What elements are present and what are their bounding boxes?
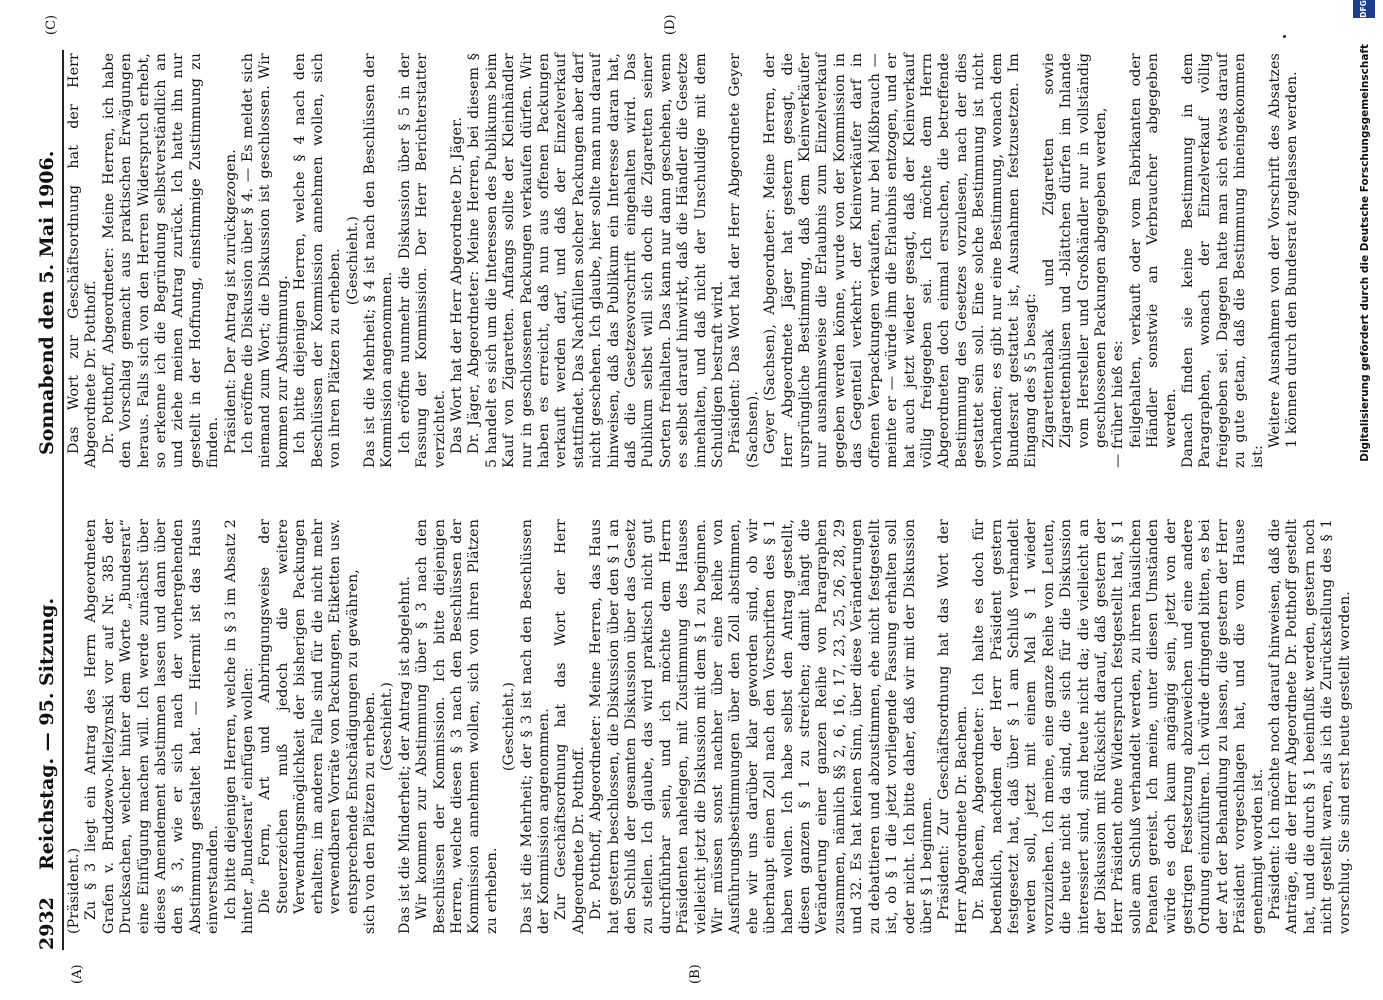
quoted-law-text: feilgehalten, verkauft oder vom Fabrikanten oder Händler sonstwie an Verbraucher abgegeben werden.: [1127, 53, 1179, 448]
scan-speck: [1283, 35, 1286, 38]
speech-paragraph: Präsident: Ich möchte noch darauf hinweisen, daß die Anträge, die der Herr Abgeordnete Dr. Potthoff gestellt hat, und die durch § 1 beeinflußt werden, gestern noch nicht gestellt waren, als ich die Zurückstellung des § 1 vorschlug. Sie sind erst heute gestellt worden.: [1267, 519, 1353, 934]
header-rule: [62, 50, 64, 950]
paragraph: Danach finden sie keine Bestimmung in dem Paragraphen, wonach der Einzelverkauf völlig freigegeben sei. Dagegen hatte man sich etwas darauf zu gute getan, daß die Bestimmung hineingekommen ist:: [1180, 53, 1266, 468]
speech-paragraph: Geyer (Sachsen), Abgeordneter: Meine Herren, der Herr Abgeordnete Jäger hat gestern gesagt, die ursprüngliche Bestimmung, daß dem Kleinverkäufer nur ausnahmsweise die Erlaubnis zum Einzelverkauf gegeben werden könne, wurde von der Kommission in das Gegenteil verkehrt: der Kleinverkäufer darf in offenen Verpackungen verkaufen, nur bei Mißbrauch — meinte er — würde ihm die Erlaubnis entzogen, und er hat auch jetzt wieder gesagt, daß der Kleinverkauf völlig freigegeben sei. Ich möchte dem Herrn Abgeordneten doch einmal ersuchen, die betreffende Bestimmung des Gesetzes vorzulesen, nach der dies gestattet sein soll. Eine solche Bestimmung ist nicht vorhanden; es gibt nur eine Bestimmung, wonach dem Bundesrat gestattet ist, Ausnahmen festzusetzen. Im Eingang des § 5 besagt:: [762, 53, 1040, 468]
quoted-law-text: Weitere Ausnahmen von der Vorschrift des Absatzes 1 können durch den Bundesrat zugelassen werden.: [1267, 53, 1301, 448]
margin-marker-c: (C): [44, 14, 59, 35]
paragraph: Ich eröffne nunmehr die Diskussion über § 5 in der Fassung der Kommission. Der Herr Berichterstatter verzichtet.: [396, 53, 448, 468]
margin-marker-d: (D): [663, 14, 678, 35]
speech-paragraph: Präsident: Das Wort hat der Herr Abgeordnete Geyer (Sachsen).: [727, 53, 761, 468]
paragraph: Ich bitte diejenigen Herren, welche in § 3 im Absatz 2 hinter „Bundesrat“ einfügen wollen:: [222, 519, 257, 934]
quoted-amendment: Die Form, Art und Anbringungsweise der Steuerzeichen muß jedoch die weitere Verwendungsmöglichkeit der bisherigen Packungen erhalten; im anderen Falle sind für die nicht mehr verwendbaren Vorräte von Packungen, Etiketten usw. entsprechende Entschädigungen zu gewähren,: [257, 519, 361, 914]
paragraph: Wir kommen zur Abstimmung über § 3 nach den Beschlüssen der Kommission. Ich bitte diejenigen Herren, welche diesen § 3 nach den Beschlüssen der Kommission annehmen wollen, sich von ihren Plätzen zu erheben.: [414, 519, 500, 934]
speech-paragraph: Präsident: Der Antrag ist zurückgezogen.: [222, 149, 239, 454]
digitization-credit: Digitalisierung gefördert durch die Deutsche Forschungsgemeinschaft: [1359, 44, 1371, 462]
paragraph: Das ist die Mehrheit; der § 3 ist nach den Beschlüssen der Kommission angenommen.: [518, 519, 552, 934]
margin-marker-a: (A): [70, 964, 85, 984]
paragraph: Das ist die Minderheit; der Antrag ist abgelehnt.: [396, 575, 413, 934]
page-number: 2932: [36, 897, 58, 950]
paragraph: Ich eröffne die Diskussion über § 4. — Es meldet sich niemand zum Wort; die Diskussion ist geschlossen. Wir kommen zur Abstimmung.: [240, 53, 291, 468]
speech-paragraph: Dr. Potthoff, Abgeordneter: Meine Herren, ich habe den Vorschlag gemacht aus praktischen Erwägungen heraus. Falls sich von den Herren Widerspruch erhebt, so erkenne ich die Begründung selbstverständlich an und ziehe meinen Antrag zurück. Ich hatte ihn nur gestellt in der Hoffnung, einstimmige Zustimmung zu finden.: [100, 53, 222, 468]
paragraph: sich von den Plätzen zu erheben.: [361, 691, 378, 934]
stage-direction: (Geschieht.): [344, 215, 361, 306]
running-title: Reichstag. — 95. Sitzung.: [36, 597, 58, 870]
page-header: [30, 50, 62, 950]
speech-paragraph: Dr. Potthoff, Abgeordneter: Meine Herren, das Haus hat gestern beschlossen, die Diskussion über den § 1 an den Schluß der gesamten Diskussion über das Gesetz zu stellen. Ich glaube, das wird praktisch nicht gut durchführbar sein, und ich möchte dem Herrn Präsidenten nahelegen, mit Zustimmung des Hauses vielleicht jetzt die Diskussion mit dem § 1 zu beginnen. Wir müssen sonst nachher über eine Reihe von Ausführungsbestimmungen über den Zoll abstimmen, ehe wir uns darüber klar geworden sind, ob wir überhaupt einen Zoll nach den Vorschriften des § 1 haben wollen. Ich habe selbst den Antrag gestellt, diesen ganzen § 1 zu streichen; damit hängt die Veränderung einer ganzen Reihe von Paragraphen zusammen, nämlich §§ 2, 6, 16, 17, 23, 25, 26, 28, 29 und 32. Es hat keinen Sinn, über diese Veränderungen zu debattieren und abzustimmen, ehe nicht festgestellt ist, ob § 1 die jetzt vorliegende Fassung erhalten soll oder nicht. Ich bitte daher, daß wir mit der Diskussion über § 1 beginnen.: [588, 519, 935, 934]
dfg-logo: DFG: [1353, 0, 1375, 18]
digitization-footer: [1356, 0, 1378, 1000]
paragraph: Zur Geschäftsordnung hat das Wort der Herr Abgeordnete Dr. Potthoff.: [553, 519, 587, 934]
speech-paragraph: Präsident: Zur Geschäftsordnung hat das Wort der Herr Abgeordnete Dr. Bachem.: [936, 519, 970, 934]
right-column: [66, 53, 1301, 468]
paragraph: Ich bitte diejenigen Herren, welche § 4 nach den Beschlüssen der Kommission annehmen wollen, sich von ihren Plätzen zu erheben.: [292, 53, 344, 468]
margin-marker-b: (B): [688, 964, 703, 984]
session-date: Sonnabend den 5. Mai 1906.: [36, 150, 58, 455]
speech-paragraph: Dr. Jäger, Abgeordneter: Meine Herren, bei diesem § 5 handelt es sich um die Interessen des Publikums beim Kauf von Zigaretten. Anfangs sollte der Kleinhändler nur in geschlossenen Packungen verkaufen dürfen. Wir haben es erreicht, daß nun aus offenen Packungen verkauft werden darf, und daß der Einzelverkauf stattfindet. Das Nachfüllen solcher Packungen aber darf nicht geschehen. Ich glaube, hier sollte man nun darauf hinweisen, daß das Publikum ein Interesse daran hat, daß die Gesetzesvorschrift eingehalten wird. Das Publikum selbst will sich doch die Zigaretten seiner Sorten freihalten. Das kann nur dann geschehen, wenn es selbst darauf hinwirkt, daß die Händler die Gesetze innehalten, und daß nicht der Unschuldige mit dem Schuldigen bestraft wird.: [466, 53, 727, 468]
stage-direction: (Geschieht.): [501, 681, 518, 772]
paragraph: — früher hieß es:: [1110, 340, 1127, 468]
paragraph: Zu § 3 liegt ein Antrag des Herrn Abgeordneten Grafen v. Brudzewo-Mielzynski vor auf Nr. 385 der Drucksachen, welcher hinter dem Worte „Bundesrat“ eine Einfügung machen will. Ich werde zunächst über dieses Amendement abstimmen lassen und dann über den § 3, wie er sich nach der vorhergehenden Abstimmung gestaltet hat. — Hiermit ist das Haus einverstanden.: [83, 519, 222, 934]
paragraph: (Präsident.): [66, 847, 82, 934]
paragraph: Das Wort zur Geschäftsordnung hat der Herr Abgeordnete Dr. Potthoff.: [66, 53, 100, 468]
speech-paragraph: Dr. Bachem, Abgeordneter: Ich halte es doch für bedenklich, nachdem der Herr Präsident gestern festgesetzt hat, daß über § 1 am Schluß verhandelt werden soll, jetzt mit einem Mal § 1 wieder vorzuziehen. Ich meine, eine ganze Reihe von Leuten, die heute nicht da sind, die sich für die Diskussion interessiert sind, sind heute nicht da; die vielleicht an der Diskussion mit Rücksicht darauf, daß gestern der Herr Präsident ohne Widerspruch festgestellt hat, § 1 solle am Schluß verhandelt werden, zu ihren häuslichen Penaten gereist. Ich meine, unter diesen Umständen würde es doch kaum angängig sein, jetzt von der gestrigen Festsetzung abzuweichen und eine andere Ordnung einzuführen. Ich würde dringend bitten, es bei der Art der Behandlung zu lassen, die gestern der Herr Präsident vorgeschlagen hat, und die vom Hause genehmigt worden ist.: [971, 519, 1266, 934]
left-column: [66, 519, 1353, 934]
paragraph: Das Wort hat der Herr Abgeordnete Dr. Jäger.: [448, 116, 465, 454]
stage-direction: (Geschieht.): [379, 681, 396, 772]
paragraph: Das ist die Mehrheit; § 4 ist nach den Beschlüssen der Kommission angenommen.: [361, 53, 396, 468]
quoted-law-text: Zigarettentabak und Zigaretten sowie Zigarettenhülsen und -blättchen dürfen im Inlande vom Hersteller und Großhändler nur in vollständig geschlossenen Packungen abgegeben werden,: [1040, 53, 1109, 448]
